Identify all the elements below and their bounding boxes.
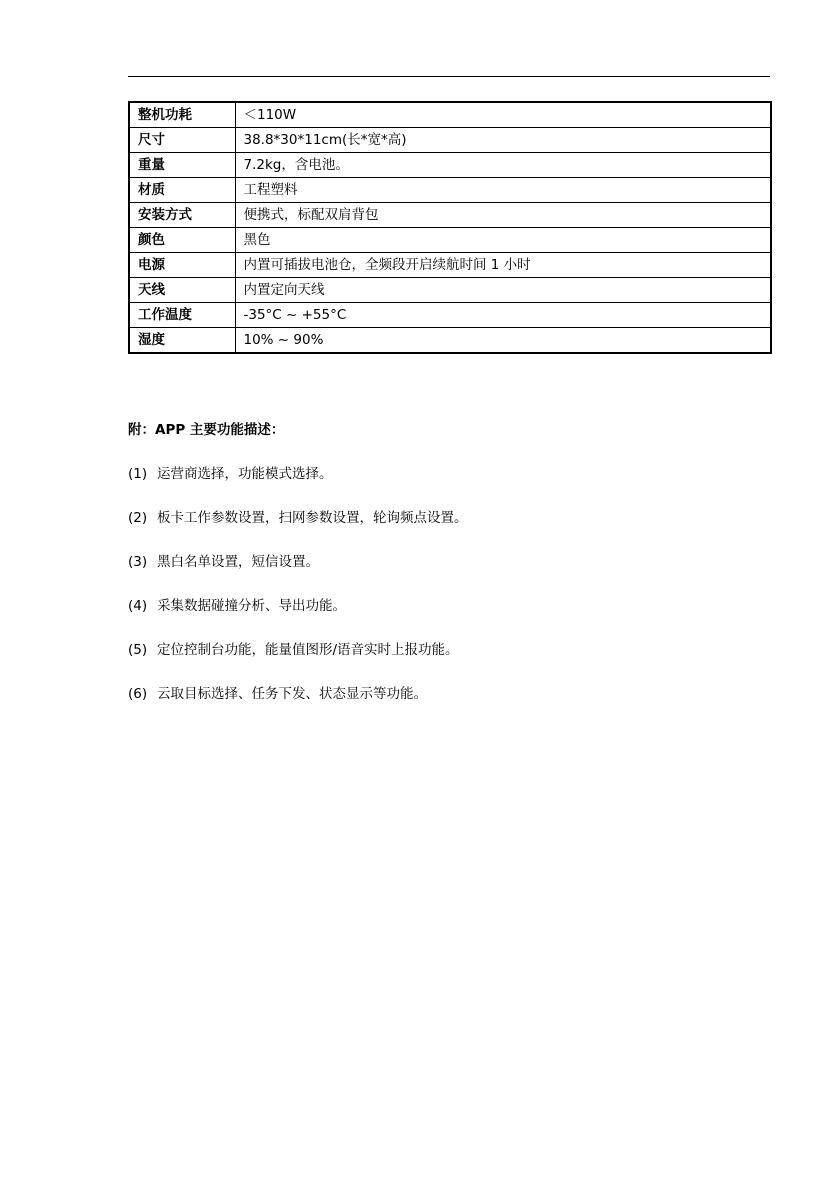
spec-value: 内置可插拔电池仓，全频段开启续航时间 1 小时 xyxy=(235,253,771,278)
spec-value: ＜110W xyxy=(235,102,771,128)
table-row xyxy=(129,253,771,278)
spec-label: 湿度 xyxy=(129,328,235,354)
spec-table xyxy=(128,101,772,354)
spec-label: 颜色 xyxy=(129,228,235,253)
table-row xyxy=(129,228,771,253)
spec-label: 天线 xyxy=(129,278,235,303)
list-item xyxy=(128,638,770,662)
spec-value: 工程塑料 xyxy=(235,178,771,203)
table-row xyxy=(129,303,771,328)
feature-list xyxy=(128,462,770,706)
item-text: 黑白名单设置，短信设置。 xyxy=(157,554,319,570)
spec-value: 黑色 xyxy=(235,228,771,253)
item-number: (1) xyxy=(128,466,148,482)
spec-value: 7.2kg，含电池。 xyxy=(235,153,771,178)
table-row xyxy=(129,153,771,178)
table-row xyxy=(129,128,771,153)
spec-label: 尺寸 xyxy=(129,128,235,153)
spec-label: 材质 xyxy=(129,178,235,203)
item-text: 云取目标选择、任务下发、状态显示等功能。 xyxy=(157,686,427,702)
list-item xyxy=(128,682,770,706)
spec-value: 便携式，标配双肩背包 xyxy=(235,203,771,228)
item-number: (3) xyxy=(128,554,148,570)
spec-value: 38.8*30*11cm(长*宽*高) xyxy=(235,128,771,153)
item-text: 板卡工作参数设置，扫网参数设置，轮询频点设置。 xyxy=(157,510,468,526)
item-number: (2) xyxy=(128,510,148,526)
appendix-title: 附：APP 主要功能描述： xyxy=(128,422,285,438)
spec-label: 整机功耗 xyxy=(129,102,235,128)
spec-value: 内置定向天线 xyxy=(235,278,771,303)
spec-label: 电源 xyxy=(129,253,235,278)
item-number: (6) xyxy=(128,686,148,702)
item-number: (5) xyxy=(128,642,148,658)
table-row xyxy=(129,203,771,228)
spec-value: -35°C ~ +55°C xyxy=(235,303,771,328)
item-text: 定位控制台功能，能量值图形/语音实时上报功能。 xyxy=(157,642,459,658)
list-item xyxy=(128,462,770,486)
header-rule xyxy=(128,76,770,77)
table-row xyxy=(129,178,771,203)
spec-value: 10% ~ 90% xyxy=(235,328,771,354)
table-row xyxy=(129,102,771,128)
item-text: 采集数据碰撞分析、导出功能。 xyxy=(157,598,346,614)
item-text: 运营商选择，功能模式选择。 xyxy=(157,466,333,482)
appendix-section xyxy=(128,418,770,726)
list-item xyxy=(128,550,770,574)
table-row xyxy=(129,328,771,354)
item-number: (4) xyxy=(128,598,148,614)
spec-label: 重量 xyxy=(129,153,235,178)
list-item xyxy=(128,594,770,618)
table-row xyxy=(129,278,771,303)
list-item xyxy=(128,506,770,530)
spec-label: 工作温度 xyxy=(129,303,235,328)
spec-label: 安装方式 xyxy=(129,203,235,228)
